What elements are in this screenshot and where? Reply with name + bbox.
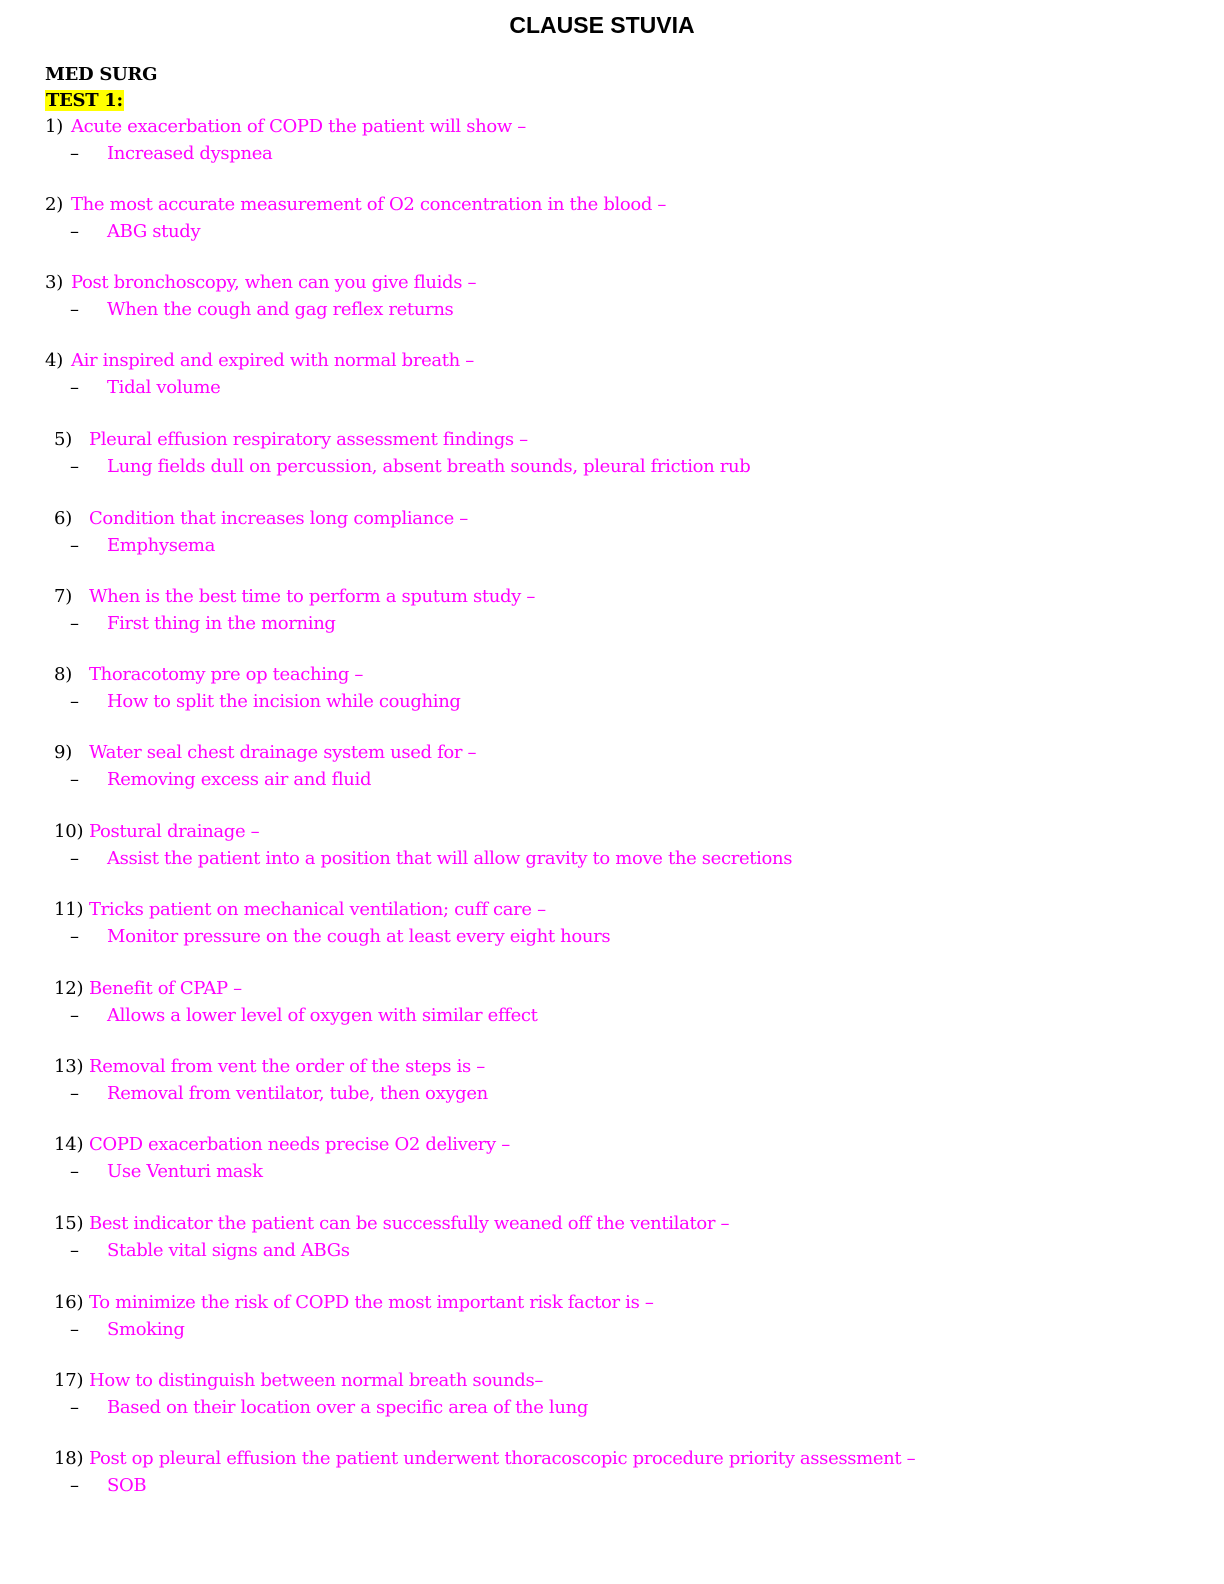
answer-text: Use Venturi mask — [107, 1161, 263, 1182]
answer-text: Removal from ventilator, tube, then oxygen — [107, 1083, 488, 1104]
answer-text: Stable vital signs and ABGs — [107, 1240, 350, 1261]
qa-item-8 — [0, 664, 1224, 718]
answer-dash: – — [70, 613, 79, 634]
test-heading: TEST 1: — [46, 90, 123, 111]
qa-item-17 — [0, 1370, 1224, 1424]
answer-text: Assist the patient into a position that will allow gravity to move the secretions — [107, 848, 793, 869]
question-text: How to distinguish between normal breath sounds– — [89, 1370, 544, 1391]
question-text: Tricks patient on mechanical ventilation; cuff care – — [89, 899, 546, 920]
answer-dash: – — [70, 1319, 79, 1340]
answer-text: SOB — [107, 1475, 147, 1496]
question-text: COPD exacerbation needs precise O2 delivery – — [89, 1134, 510, 1155]
answer-dash: – — [70, 299, 79, 320]
answer-dash: – — [70, 1475, 79, 1496]
qa-item-14 — [0, 1134, 1224, 1188]
qa-item-18 — [0, 1448, 1224, 1502]
answer-dash: – — [70, 848, 79, 869]
qa-item-13 — [0, 1056, 1224, 1110]
qa-item-9 — [0, 742, 1224, 796]
question-text: Water seal chest drainage system used for – — [89, 742, 477, 763]
question-number: 12) — [54, 978, 84, 999]
answer-text: Allows a lower level of oxygen with similar effect — [107, 1005, 538, 1026]
question-text: Air inspired and expired with normal breath – — [71, 350, 474, 371]
question-text: When is the best time to perform a sputum study – — [89, 586, 535, 607]
question-number: 9) — [54, 742, 73, 763]
qa-item-4 — [0, 350, 1224, 404]
qa-item-10 — [0, 821, 1224, 875]
question-text: Post op pleural effusion the patient underwent thoracoscopic procedure priority assessment – — [89, 1448, 916, 1469]
answer-text: Emphysema — [107, 535, 216, 556]
question-text: Thoracotomy pre op teaching – — [89, 664, 364, 685]
answer-text: ABG study — [107, 221, 201, 242]
qa-item-12 — [0, 978, 1224, 1032]
answer-text: First thing in the morning — [107, 613, 336, 634]
qa-item-7 — [0, 586, 1224, 640]
answer-dash: – — [70, 926, 79, 947]
answer-text: Increased dyspnea — [107, 143, 273, 164]
answer-dash: – — [70, 221, 79, 242]
question-number: 1) — [45, 116, 64, 137]
answer-dash: – — [70, 691, 79, 712]
qa-item-15 — [0, 1213, 1224, 1267]
answer-dash: – — [70, 377, 79, 398]
answer-text: Smoking — [107, 1319, 185, 1340]
question-number: 5) — [54, 429, 73, 450]
question-number: 2) — [45, 194, 64, 215]
question-text: Condition that increases long compliance – — [89, 508, 468, 529]
question-number: 18) — [54, 1448, 84, 1469]
qa-item-1 — [0, 116, 1224, 170]
answer-dash: – — [70, 1005, 79, 1026]
answer-dash: – — [70, 143, 79, 164]
question-text: Acute exacerbation of COPD the patient will show – — [71, 116, 526, 137]
answer-dash: – — [70, 1397, 79, 1418]
answer-text: Removing excess air and fluid — [107, 769, 372, 790]
qa-item-5 — [0, 429, 1224, 483]
question-text: Postural drainage – — [89, 821, 260, 842]
qa-item-16 — [0, 1292, 1224, 1346]
answer-dash: – — [70, 1161, 79, 1182]
question-number: 3) — [45, 272, 64, 293]
answer-dash: – — [70, 1083, 79, 1104]
question-number: 16) — [54, 1292, 84, 1313]
question-text: Post bronchoscopy, when can you give fluids – — [71, 272, 477, 293]
question-text: The most accurate measurement of O2 concentration in the blood – — [71, 194, 667, 215]
answer-text: Lung fields dull on percussion, absent breath sounds, pleural friction rub — [107, 456, 751, 477]
question-number: 10) — [54, 821, 84, 842]
answer-dash: – — [70, 456, 79, 477]
question-number: 13) — [54, 1056, 84, 1077]
qa-item-2 — [0, 194, 1224, 248]
question-number: 14) — [54, 1134, 84, 1155]
question-number: 8) — [54, 664, 73, 685]
answer-dash: – — [70, 769, 79, 790]
answer-text: Monitor pressure on the cough at least every eight hours — [107, 926, 611, 947]
question-number: 11) — [54, 899, 84, 920]
question-text: To minimize the risk of COPD the most important risk factor is – — [89, 1292, 654, 1313]
question-text: Pleural effusion respiratory assessment findings – — [89, 429, 528, 450]
qa-item-3 — [0, 272, 1224, 326]
answer-dash: – — [70, 1240, 79, 1261]
qa-item-6 — [0, 508, 1224, 562]
document-title: CLAUSE STUVIA — [509, 12, 695, 38]
answer-text: Based on their location over a specific area of the lung — [107, 1397, 588, 1418]
question-number: 15) — [54, 1213, 84, 1234]
question-text: Best indicator the patient can be successfully weaned off the ventilator – — [89, 1213, 730, 1234]
question-number: 6) — [54, 508, 73, 529]
question-number: 7) — [54, 586, 73, 607]
question-text: Benefit of CPAP – — [89, 978, 242, 999]
course-heading: MED SURG — [45, 64, 158, 85]
qa-item-11 — [0, 899, 1224, 953]
question-text: Removal from vent the order of the steps is – — [89, 1056, 485, 1077]
question-number: 4) — [45, 350, 64, 371]
answer-dash: – — [70, 535, 79, 556]
answer-text: How to split the incision while coughing — [107, 691, 461, 712]
answer-text: When the cough and gag reflex returns — [107, 299, 454, 320]
answer-text: Tidal volume — [107, 377, 221, 398]
question-number: 17) — [54, 1370, 84, 1391]
